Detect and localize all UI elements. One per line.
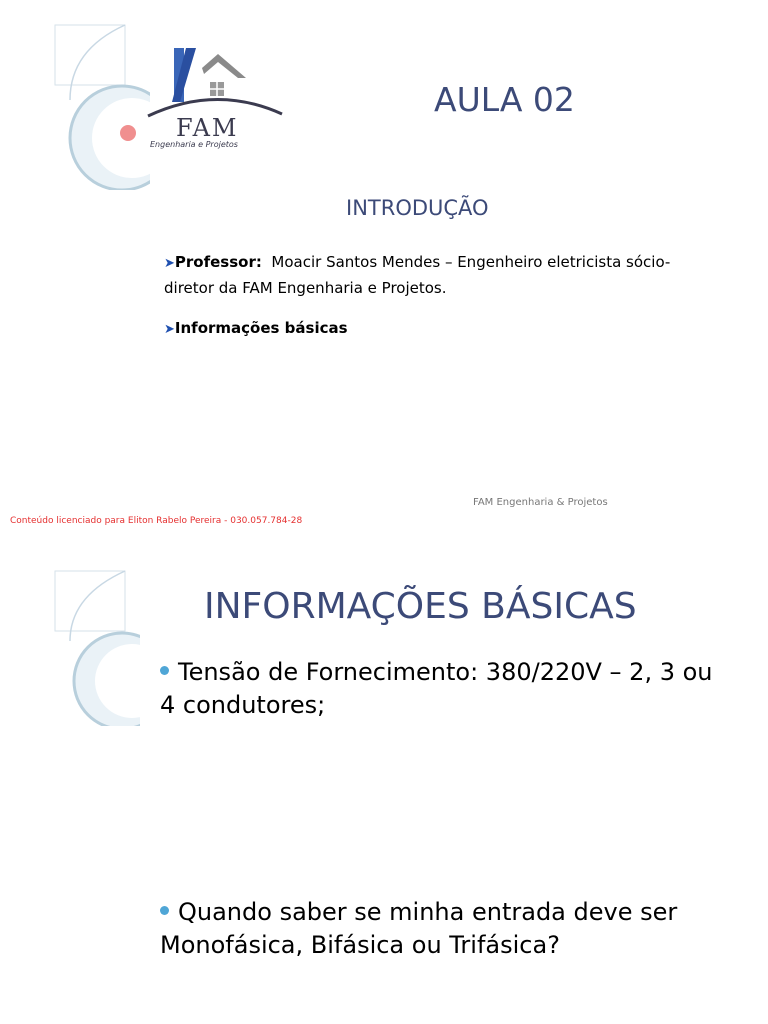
- decorative-circles-graphic: [50, 566, 140, 726]
- bullet-item: [160, 656, 720, 722]
- professor-bullet: [164, 250, 684, 300]
- decorative-circles-graphic: [50, 20, 150, 190]
- fam-logo: [146, 44, 284, 152]
- professor-label: Professor:: [174, 253, 262, 271]
- slide-subtitle: INTRODUÇÃO: [346, 196, 489, 220]
- bullet-dot-icon: [160, 666, 169, 675]
- logo-tagline: Engenharia e Projetos: [150, 140, 238, 149]
- bullet-text: Tensão de Fornecimento: 380/220V – 2, 3 ou 4 condutores;: [160, 658, 713, 719]
- bullet-text: Quando saber se minha entrada deve ser Monofásica, Bifásica ou Trifásica?: [160, 898, 678, 959]
- bullet-item: [160, 896, 720, 962]
- arrow-bullet-icon: ➤: [164, 256, 175, 271]
- professor-text: Moacir Santos Mendes – Engenheiro eletricista sócio-diretor da FAM Engenharia e Projetos.: [164, 253, 671, 297]
- license-note: Conteúdo licenciado para Eliton Rabelo Pereira - 030.057.784-28: [10, 516, 303, 526]
- info-label: Informações básicas: [174, 319, 348, 337]
- arrow-bullet-icon: ➤: [164, 322, 175, 337]
- bullet-dot-icon: [160, 906, 169, 915]
- red-dot-icon: [120, 125, 136, 141]
- logo-name: FAM: [176, 114, 239, 142]
- slide-title: AULA 02: [434, 80, 575, 119]
- slide-2-title: INFORMAÇÕES BÁSICAS: [204, 586, 637, 627]
- info-bullet: [164, 316, 684, 342]
- slide-footer: FAM Engenharia & Projetos: [473, 497, 608, 508]
